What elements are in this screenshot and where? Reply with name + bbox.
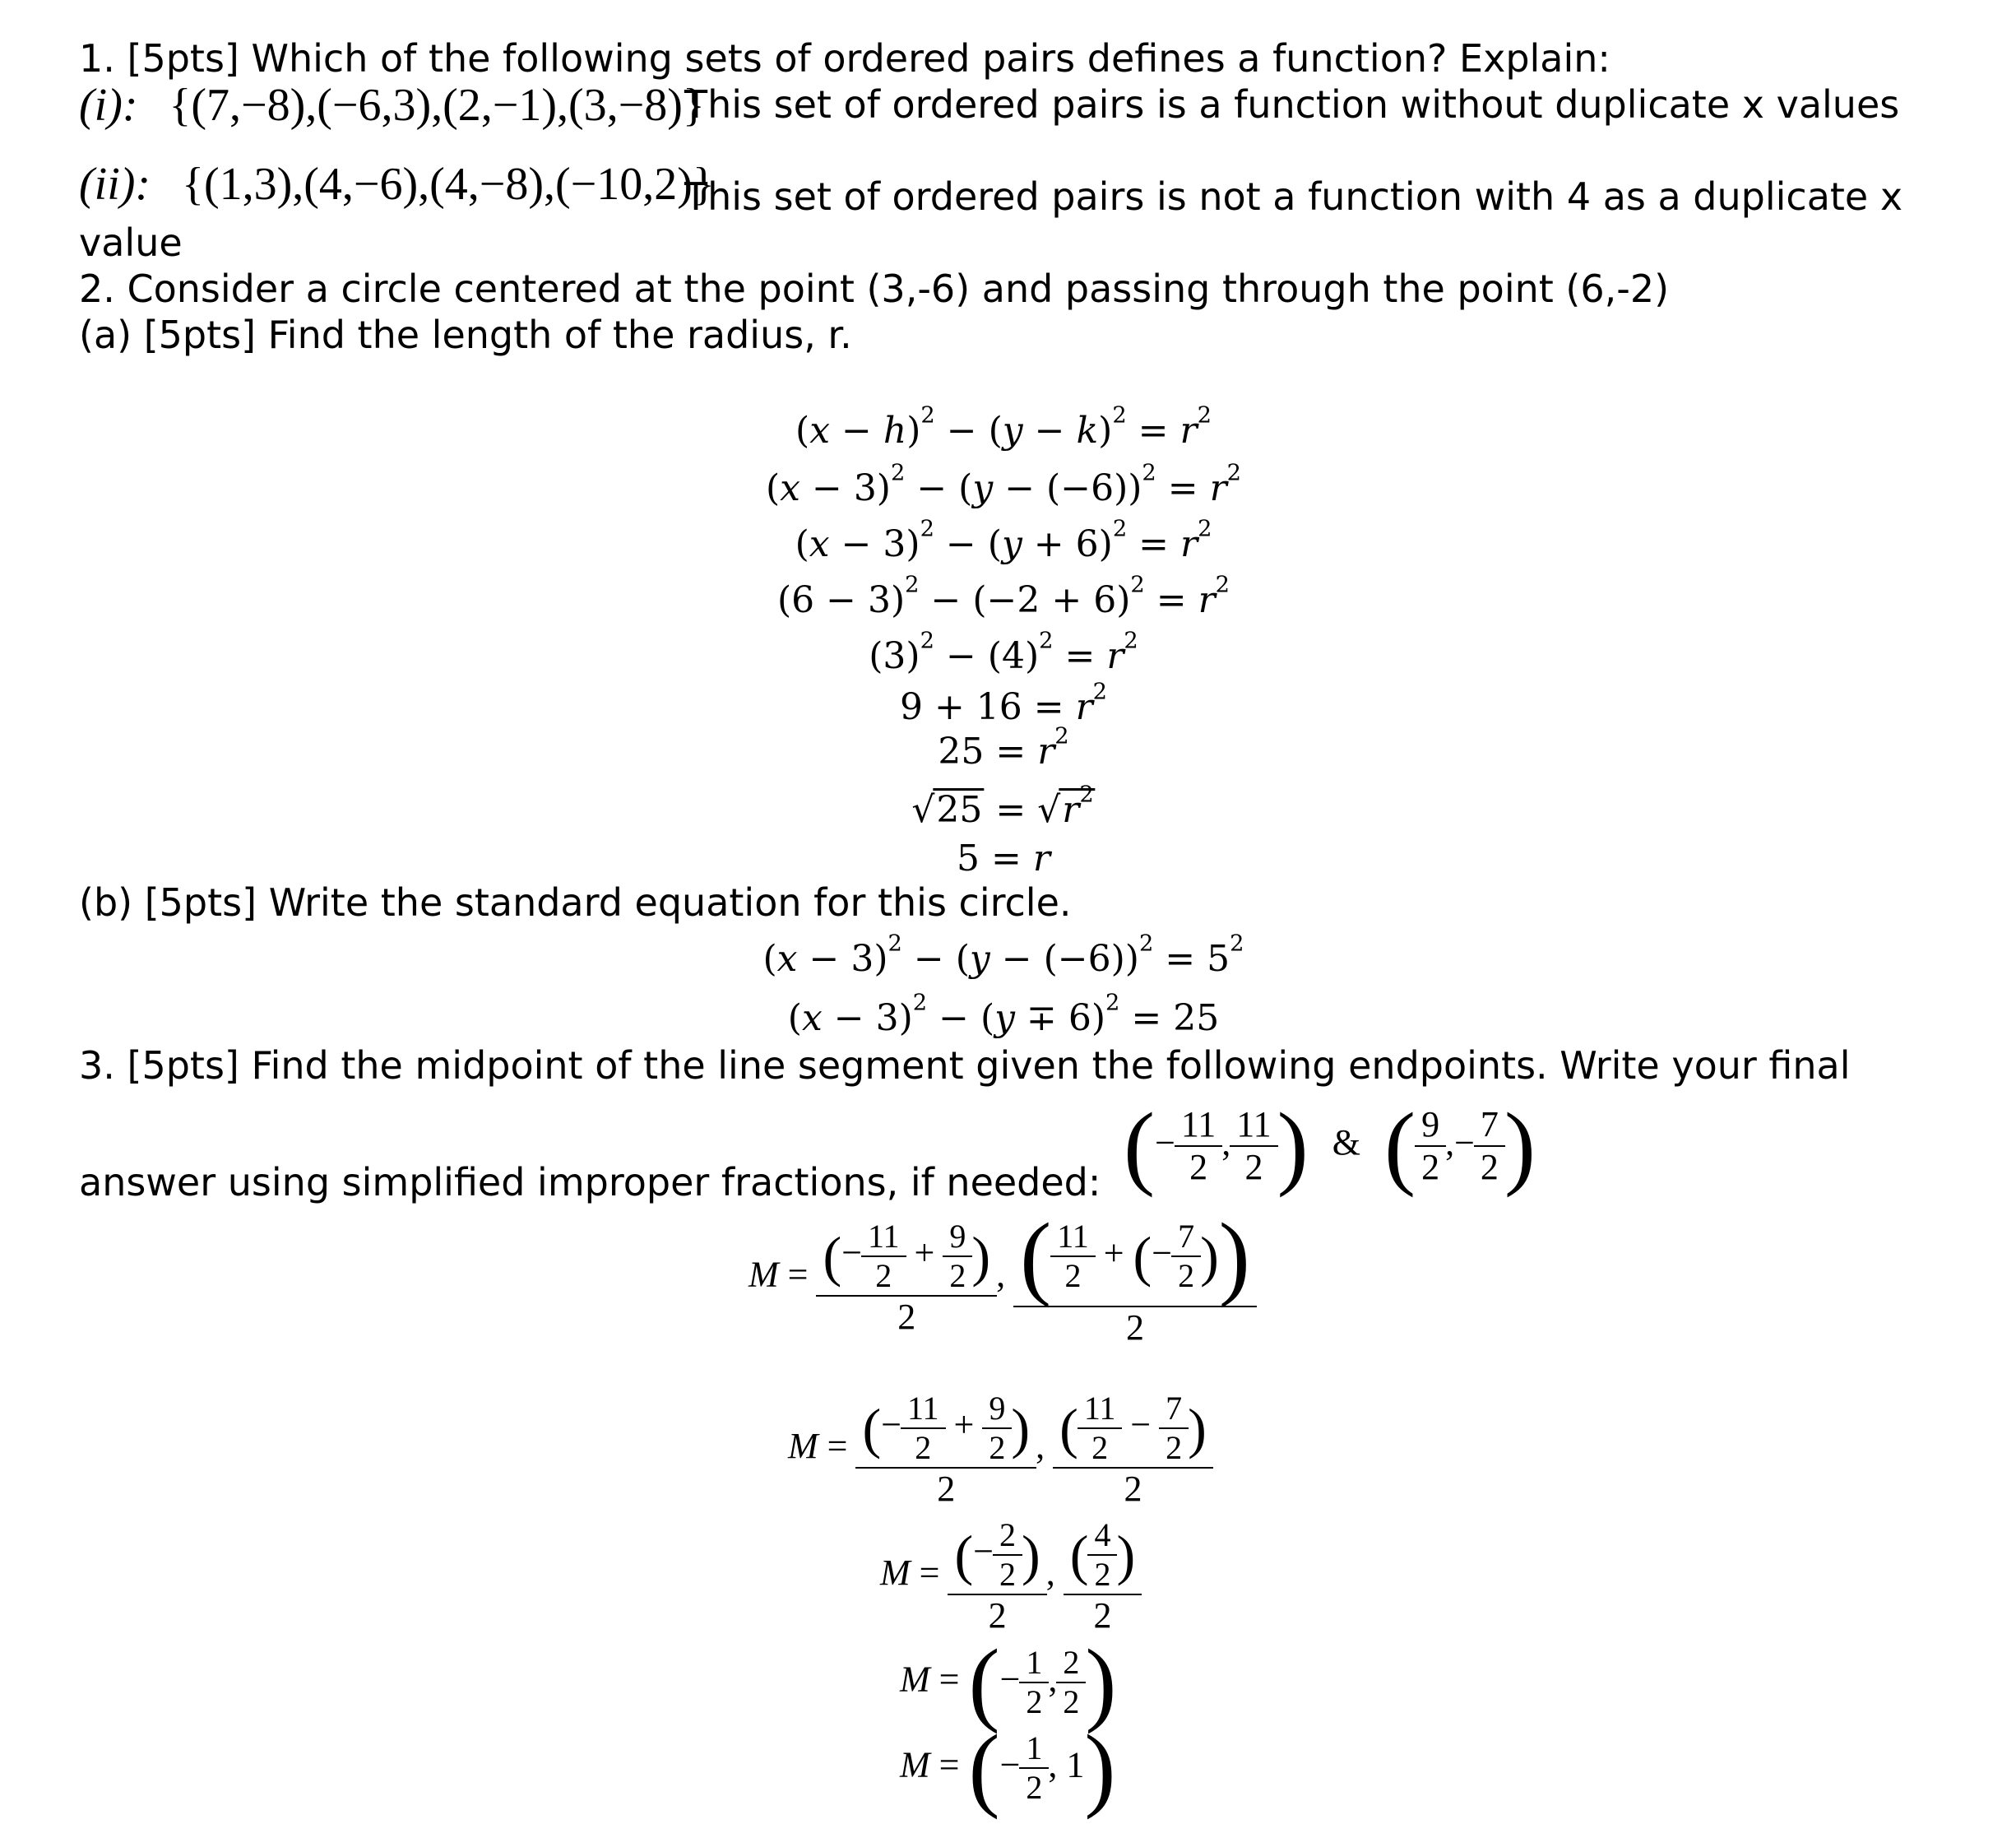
q1-set-i-label: (i): (79, 80, 138, 131)
q3-prompt-line1: 3. [5pts] Find the midpoint of the line segment given the following endpoints. Write your final (79, 1043, 1851, 1088)
q1-set-ii-answer-line2: value (79, 220, 183, 265)
midpoint-step-3: M = (− $\frac{2}{2}$ ) 2 , ( $\frac{4}{2}$ ) 2 (880, 1519, 1141, 1634)
eq-simplify-center: $(x - 3)^2 - (y + 6)^2 = r^2$ (795, 516, 1212, 565)
q1-set-ii-label: (ii): (79, 159, 151, 210)
endpoints-ampersand: & (1332, 1122, 1360, 1163)
q1-set-ii-pairs: {(1,3),(4,−6),(4,−8),(−10,2)} (182, 159, 715, 210)
q1-prompt: 1. [5pts] Which of the following sets of ordered pairs defines a function? Explain: (79, 36, 1610, 81)
endpoint2-x-num: 9 (1421, 1104, 1440, 1145)
q2-part-b: (b) [5pts] Write the standard equation for this circle. (79, 880, 1072, 925)
midpoint-step-1: M = (− $\frac{11}{2}$ + $\frac{9}{2}$ ) 2 , ( $\frac{11}{2}$ + (− $\frac{7}{2}$ )) 2 (748, 1209, 1256, 1346)
eq-sum: $25 = r^2$ (938, 723, 1069, 773)
eq-general-form: $(x - h)^2 - (y - k)^2 = r^2$ (795, 402, 1212, 452)
endpoint2-y-den: 2 (1474, 1145, 1505, 1186)
eq-substitute-point: $(6 - 3)^2 - (-2 + 6)^2 = r^2$ (776, 572, 1230, 621)
midpoint-step-5: M = (− $\frac{1}{2}$ , 1) (900, 1715, 1116, 1820)
q1-set-ii-answer-line1: This set of ordered pairs is not a function with 4 as a duplicate x (684, 174, 1903, 219)
eq-radius-result: 5 = r (957, 838, 1050, 880)
q1-set-i-pairs: {(7,−8),(−6,3),(2,−1),(3,−8)} (169, 80, 705, 131)
endpoint2-y-num: 7 (1480, 1104, 1499, 1145)
eq-standard-form-1: $(x - 3)^2 - (y - (-6))^2 = 5^2$ (762, 931, 1244, 980)
midpoint-step-4: M = (− $\frac{1}{2}$ , $\frac{2}{2}$ ) (900, 1630, 1117, 1734)
eq-substitute-center: $(x - 3)^2 - (y - (-6))^2 = r^2$ (765, 460, 1242, 509)
q3-prompt-line2: answer using simplified improper fractions, if needed: (79, 1160, 1101, 1204)
endpoint1-y-num: 11 (1236, 1104, 1272, 1145)
endpoint1-x-den: 2 (1175, 1145, 1222, 1186)
eq-squares: $9 + 16 = r^2$ (899, 679, 1108, 728)
endpoint1-x-num: 11 (1180, 1104, 1217, 1145)
q3-endpoints: (− $\frac{11}{2}$ , $\frac{11}{2}$ ) & ( $\frac{9}{2}$ ,− $\frac{7}{2}$ ) (1124, 1093, 1536, 1198)
midpoint-step-2: M = (− $\frac{11}{2}$ + $\frac{9}{2}$ ) 2 , ( $\frac{11}{2}$ − $\frac{7}{2}$ ) 2 (788, 1392, 1212, 1507)
q1-set-i (79, 80, 705, 131)
q1-set-ii (79, 159, 715, 210)
endpoint2-x-den: 2 (1415, 1145, 1446, 1186)
eq-square-root: $√25 = √r^2$ (911, 782, 1094, 831)
q1-set-i-answer: This set of ordered pairs is a function without duplicate x values (684, 82, 1900, 127)
eq-differences: $(3)^2 - (4)^2 = r^2$ (869, 628, 1138, 677)
q2-part-a: (a) [5pts] Find the length of the radius, r. (79, 313, 852, 357)
eq-standard-form-2: $(x - 3)^2 - (y \mp 6)^2 = 25$ (787, 990, 1220, 1039)
q2-prompt: 2. Consider a circle centered at the point (3,-6) and passing through the point (6,-2) (79, 267, 1670, 311)
endpoint1-y-den: 2 (1230, 1145, 1277, 1186)
